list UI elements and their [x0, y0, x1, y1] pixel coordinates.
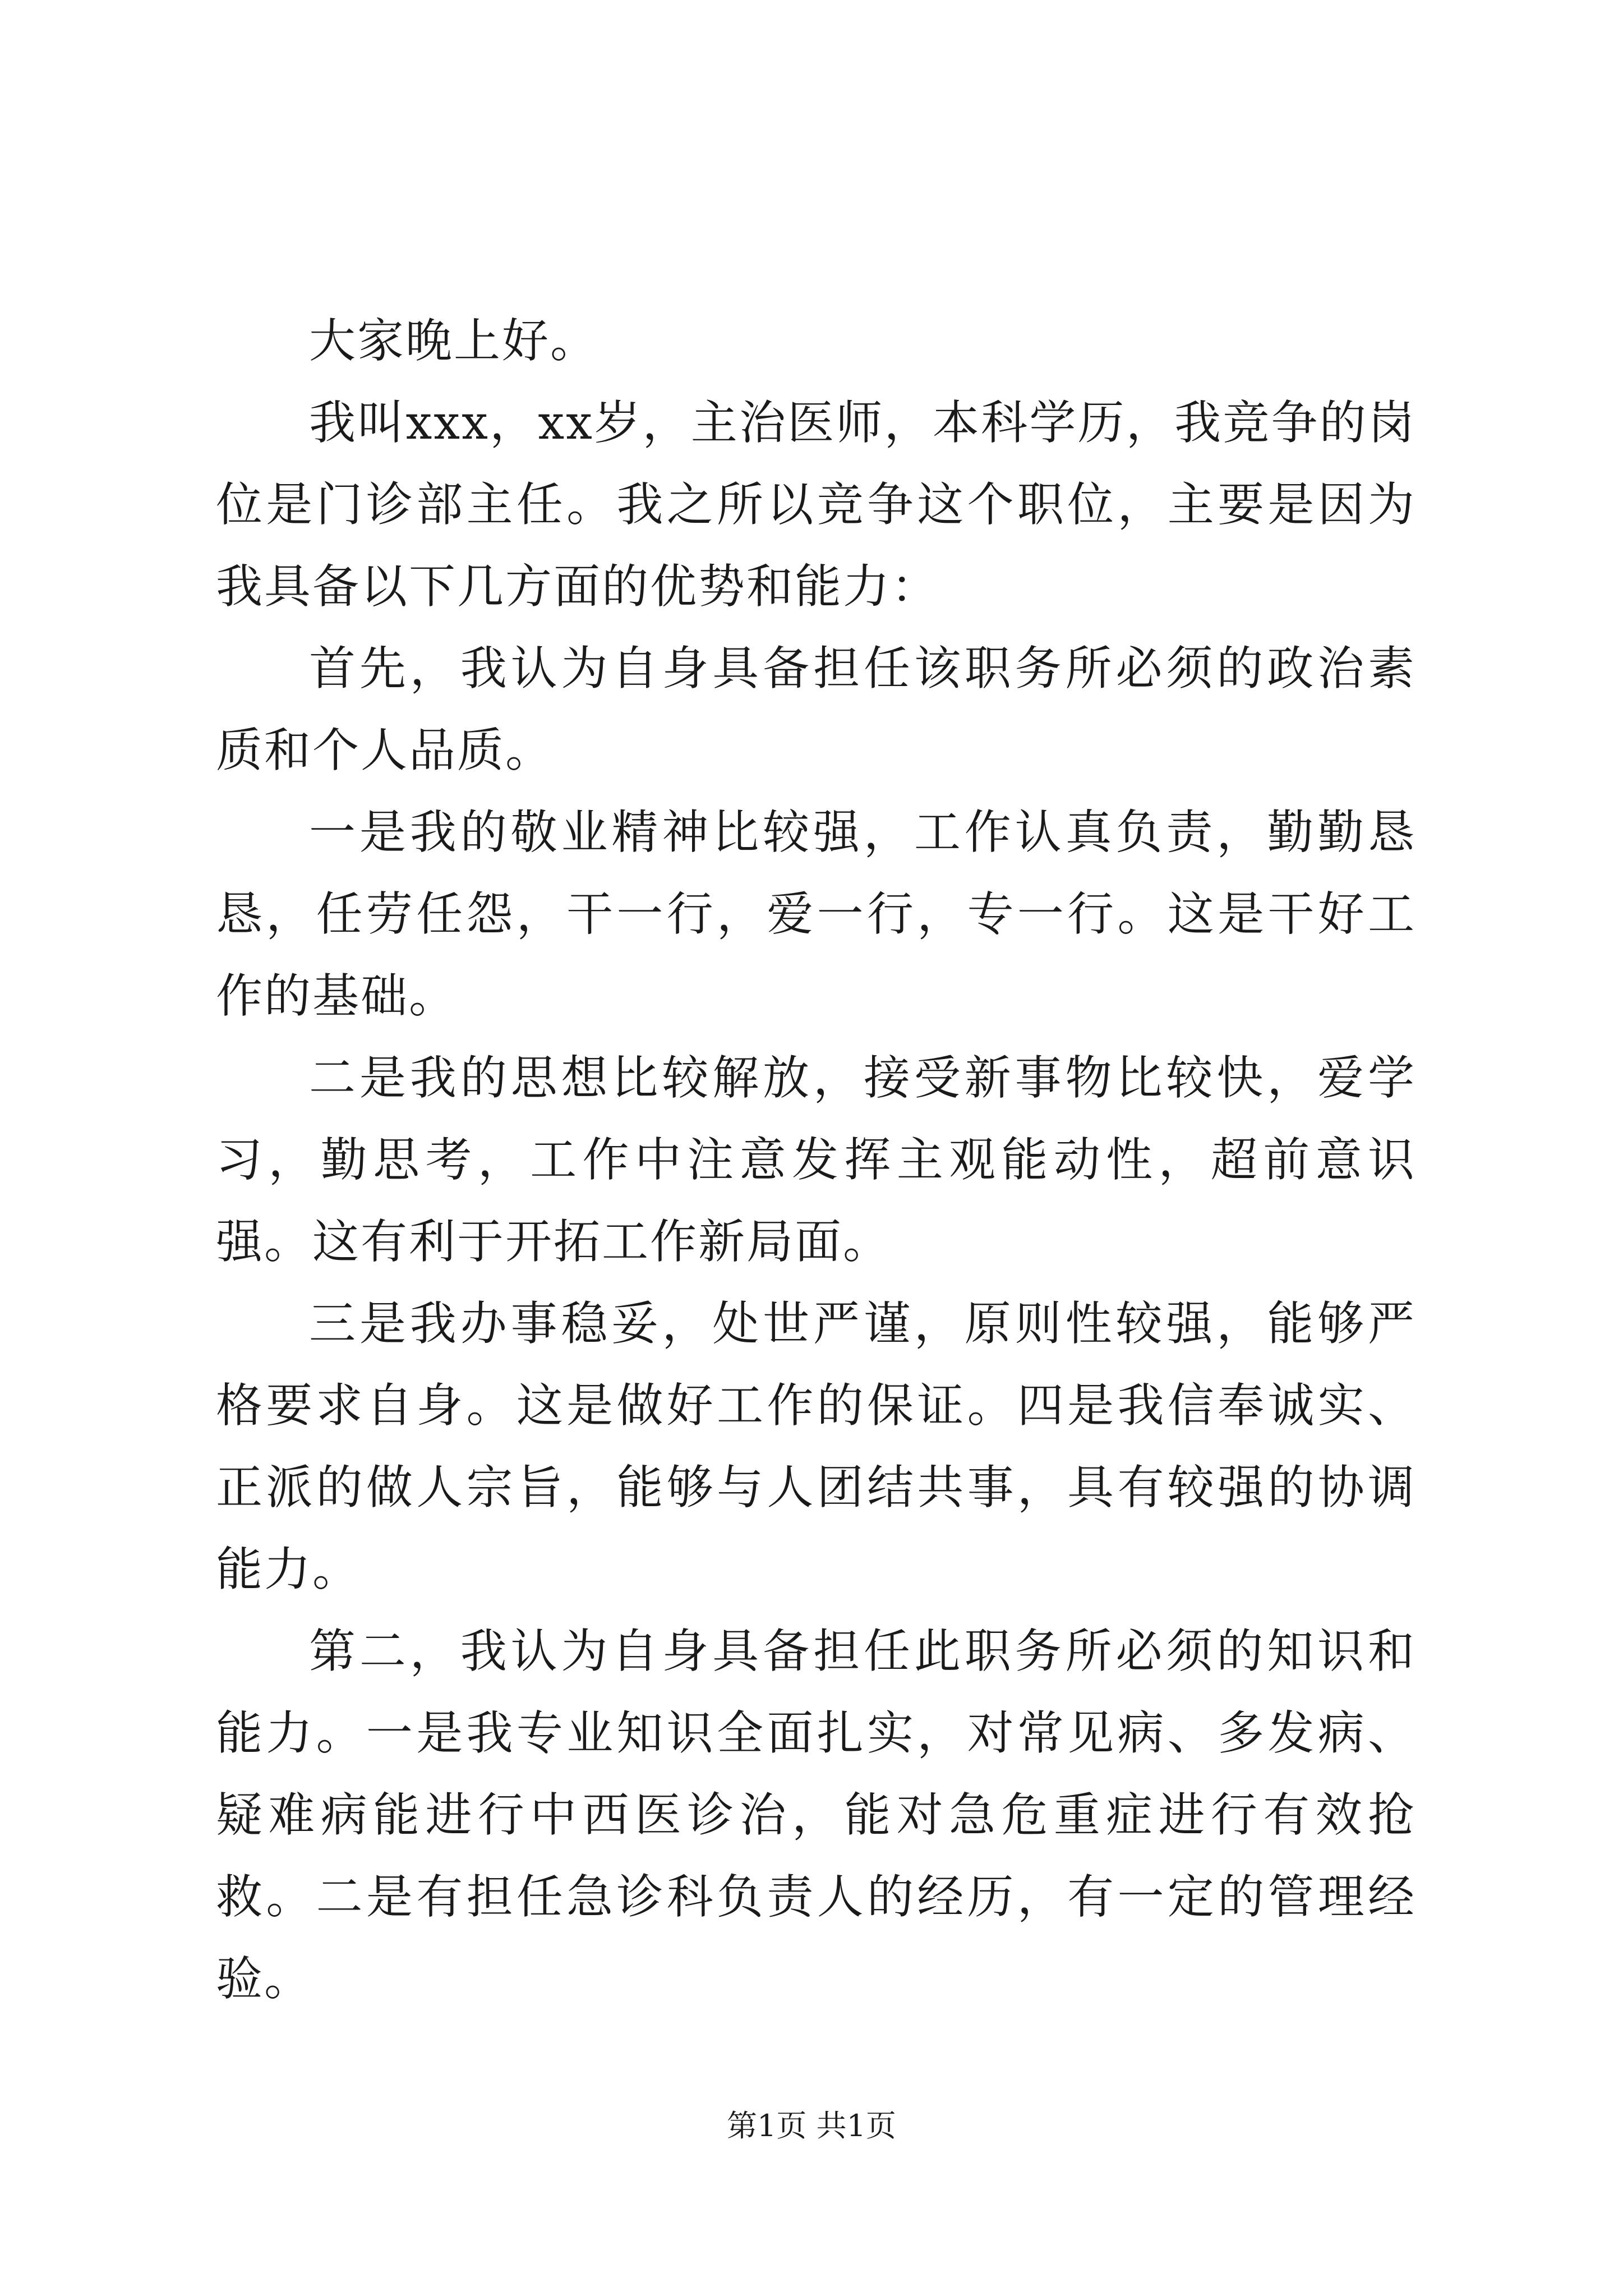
paragraph-dedication: 一是我的敬业精神比较强，工作认真负责，勤勤恳恳，任劳任怨，干一行，爱一行，专一行。这是干好工作的基础。	[216, 805, 1416, 1023]
paragraph-introduction: 我叫xxx，xx岁，主治医师，本科学历，我竞争的岗位是门诊部主任。我之所以竞争这个职位，主要是因为我具备以下几方面的优势和能力：	[216, 395, 1416, 614]
document-body	[216, 300, 1416, 2020]
paragraph-greeting: 大家晚上好。	[309, 314, 598, 368]
paragraph-knowledge: 第二，我认为自身具备担任此职务所必须的知识和能力。一是我专业知识全面扎实，对常见病、多发病、疑难病能进行中西医诊治，能对急危重症进行有效抢救。二是有担任急诊科负责人的经历，有一定的管理经验。	[216, 1624, 1416, 2006]
page-number-footer: 第1页 共1页	[727, 2108, 896, 2143]
paragraph-first-point: 首先，我认为自身具备担任该职务所必须的政治素质和个人品质。	[216, 641, 1416, 777]
paragraph-open-mindedness: 二是我的思想比较解放，接受新事物比较快，爱学习，勤思考，工作中注意发挥主观能动性，超前意识强。这有利于开拓工作新局面。	[216, 1051, 1416, 1269]
paragraph-prudence: 三是我办事稳妥，处世严谨，原则性较强，能够严格要求自身。这是做好工作的保证。四是我信奉诚实、正派的做人宗旨，能够与人团结共事，具有较强的协调能力。	[216, 1296, 1416, 1596]
